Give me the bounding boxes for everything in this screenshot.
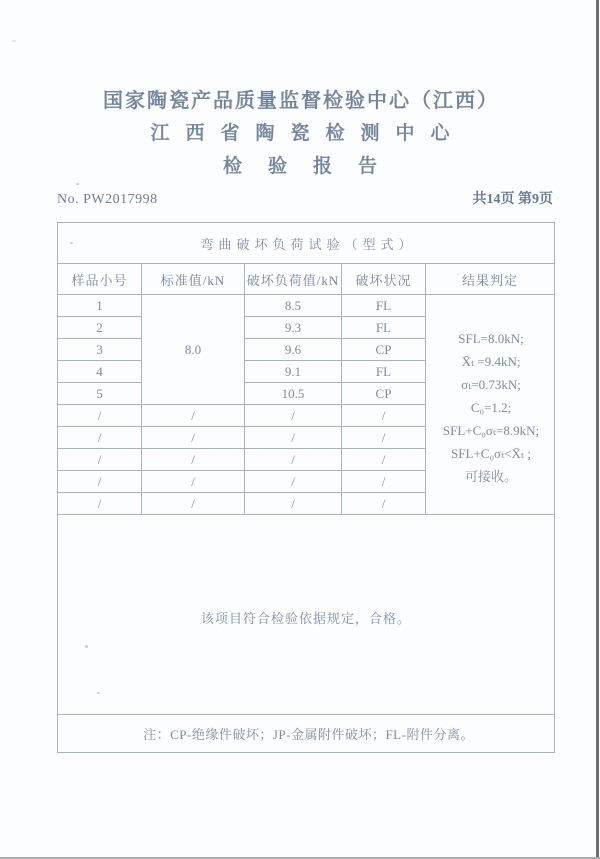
sample-no-cell: / bbox=[58, 471, 142, 493]
test-table bbox=[57, 222, 555, 753]
standard-value-cell: / bbox=[142, 405, 245, 427]
sample-no-cell: 4 bbox=[58, 361, 142, 383]
meta-row bbox=[57, 188, 553, 208]
load-value-cell: / bbox=[245, 405, 342, 427]
standard-value-cell: / bbox=[142, 427, 245, 449]
result-line: X̄ₜ =9.4kN; bbox=[461, 353, 521, 369]
scan-edge-right bbox=[596, 0, 599, 859]
scan-speck bbox=[97, 692, 100, 694]
failure-status-cell: CP bbox=[342, 339, 426, 361]
scan-speck bbox=[12, 40, 16, 42]
load-value-cell: / bbox=[245, 471, 342, 493]
column-header-result: 结果判定 bbox=[426, 264, 555, 295]
conclusion-row bbox=[58, 515, 555, 715]
column-header-sample-no: 样品小号 bbox=[58, 264, 142, 295]
table-header-row bbox=[58, 264, 555, 295]
standard-value-cell: / bbox=[142, 471, 245, 493]
failure-status-cell: CP bbox=[342, 383, 426, 405]
report-title: 检验报告 bbox=[222, 156, 403, 177]
table-title: 弯曲破坏负荷试验（型式） bbox=[58, 223, 555, 264]
sample-no-cell: / bbox=[58, 405, 142, 427]
standard-value-cell: / bbox=[142, 493, 245, 515]
letterhead bbox=[0, 0, 600, 178]
column-header-failure-status: 破坏状况 bbox=[342, 264, 426, 295]
note-row bbox=[58, 715, 555, 753]
failure-status-cell: / bbox=[342, 449, 426, 471]
sample-no-cell: 1 bbox=[58, 295, 142, 317]
scan-speck bbox=[76, 183, 79, 185]
sample-no-cell: / bbox=[58, 493, 142, 515]
result-line: SFL=8.0kN; bbox=[458, 330, 524, 346]
load-value-cell: / bbox=[245, 449, 342, 471]
result-line: SFL+C₀σₜ=8.9kN; bbox=[442, 422, 540, 438]
load-value-cell: 8.5 bbox=[245, 295, 342, 317]
standard-value-cell: / bbox=[142, 449, 245, 471]
sample-no-cell: / bbox=[58, 449, 142, 471]
org-name-line1: 国家陶瓷产品质量监督检验中心（江西） bbox=[103, 90, 499, 112]
load-value-cell: 9.6 bbox=[245, 339, 342, 361]
failure-status-cell: / bbox=[342, 471, 426, 493]
table-title-row bbox=[58, 223, 555, 264]
sample-no-cell: / bbox=[58, 427, 142, 449]
standard-value-cell: 8.0 bbox=[142, 295, 245, 405]
scan-speck bbox=[85, 645, 88, 648]
load-value-cell: / bbox=[245, 493, 342, 515]
conclusion-cell: 该项目符合检验依据规定，合格。 bbox=[58, 515, 555, 715]
failure-status-cell: FL bbox=[342, 295, 426, 317]
page-indicator: 共14页 第9页 bbox=[472, 192, 553, 207]
scan-speck bbox=[70, 242, 73, 244]
result-line: σₜ=0.73kN; bbox=[461, 376, 521, 392]
failure-status-cell: FL bbox=[342, 361, 426, 383]
report-number: No. PW2017998 bbox=[57, 192, 158, 207]
result-line: C₀=1.2; bbox=[470, 399, 512, 415]
sample-no-cell: 2 bbox=[58, 317, 142, 339]
sample-no-cell: 3 bbox=[58, 339, 142, 361]
failure-status-cell: / bbox=[342, 427, 426, 449]
org-name-line2: 江西省陶瓷检测中心 bbox=[150, 123, 466, 144]
sample-no-cell: 5 bbox=[58, 383, 142, 405]
result-line: SFL+C₀σₜ<X̄ₜ ; bbox=[451, 445, 531, 461]
failure-status-cell: / bbox=[342, 405, 426, 427]
result-cell bbox=[426, 295, 555, 515]
failure-status-cell: / bbox=[342, 493, 426, 515]
failure-status-cell: FL bbox=[342, 317, 426, 339]
load-value-cell: 10.5 bbox=[245, 383, 342, 405]
note-cell: 注：CP-绝缘件破坏；JP-金属附件破坏；FL-附件分离。 bbox=[58, 715, 555, 753]
load-value-cell: / bbox=[245, 427, 342, 449]
table-row bbox=[58, 295, 555, 317]
column-header-failure-load: 破坏负荷值/kN bbox=[245, 264, 342, 295]
column-header-standard-value: 标准值/kN bbox=[142, 264, 245, 295]
result-line: 可接收。 bbox=[465, 468, 518, 484]
load-value-cell: 9.3 bbox=[245, 317, 342, 339]
load-value-cell: 9.1 bbox=[245, 361, 342, 383]
